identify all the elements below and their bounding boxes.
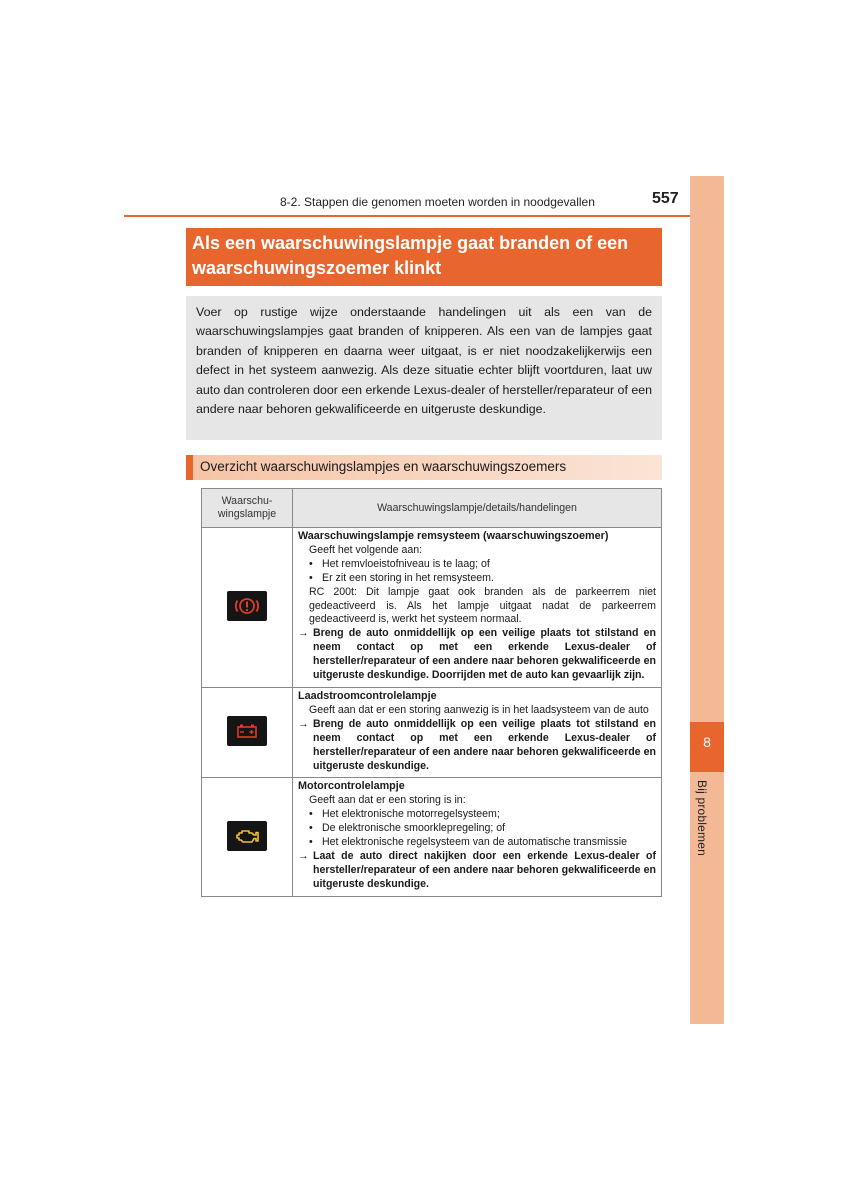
- table-row: [202, 687, 662, 777]
- entry-action: [298, 718, 656, 774]
- check-engine-icon: [227, 821, 267, 851]
- page-title-line2: waarschuwingszoemer klinkt: [192, 258, 442, 278]
- section-heading: Overzicht waarschuwingslampjes en waarschuwingszoemers: [186, 455, 662, 480]
- icon-cell: [202, 687, 293, 777]
- row-description: [293, 778, 662, 896]
- icon-cell: [202, 778, 293, 896]
- brake-warning-icon: [227, 591, 267, 621]
- entry-action-text: Breng de auto onmiddellijk op een veilige plaats tot stilstand en neem contact op met een erkende Lexus-dealer of hersteller/reparateur of een andere naar behoren gekwalificeerde en uitgeruste deskundige.: [313, 717, 656, 772]
- page-number: 557: [652, 190, 679, 207]
- list-item-text: Het elektronische regelsysteem van de automatische transmissie: [322, 836, 628, 849]
- list-item: • Het remvloeistofniveau is te laag; of: [309, 557, 490, 570]
- chapter-sidebar: [690, 176, 724, 1024]
- list-item: • Het elektronische regelsysteem van de automatische transmissie: [309, 836, 628, 849]
- page-title: [186, 228, 662, 286]
- entry-intro: Geeft het volgende aan:: [309, 543, 423, 556]
- list-item-text: Er zit een storing in het remsysteem.: [322, 571, 494, 584]
- running-header: 8-2. Stappen die genomen moeten worden in noodgevallen: [280, 195, 595, 209]
- entry-action-text: Laat de auto direct nakijken door een erkende Lexus-dealer of hersteller/reparateur of een andere naar behoren gekwalificeerde en uitgeruste deskundige.: [313, 849, 656, 890]
- intro-paragraph: Voer op rustige wijze onderstaande handelingen uit als een van de waarschuwingslampjes gaat branden of knipperen. Als een van de lampjes gaat branden of knipperen en daarna weer uitgaat, is er niet noodzakelijkerwijs een defect in het systeem aanwezig. Als deze situatie echter blijft voortduren, laat uw auto dan controleren door een erkende Lexus-dealer of hersteller/reparateur of een andere naar behoren gekwalificeerde en uitgeruste deskundige.: [186, 296, 662, 440]
- arrow-icon: →: [298, 849, 309, 862]
- page-title-line1: Als een waarschuwingslampje gaat branden of een: [192, 233, 629, 253]
- battery-charge-icon: [227, 716, 267, 746]
- entry-action: [298, 627, 656, 683]
- entry-title: Motorcontrolelampje: [298, 780, 405, 793]
- list-item-text: Het elektronische motorregelsysteem;: [322, 808, 500, 821]
- entry-action: [298, 850, 656, 892]
- list-item-text: Het remvloeistofniveau is te laag; of: [322, 557, 490, 570]
- list-item: • Er zit een storing in het remsysteem.: [309, 571, 494, 584]
- icon-cell: [202, 528, 293, 688]
- entry-title: Laadstroomcontrolelampje: [298, 689, 437, 702]
- col-header-lamp-line2: wingslampje: [217, 508, 277, 520]
- list-item-text: De elektronische smoorklepregeling; of: [322, 822, 506, 835]
- entry-action-text: Breng de auto onmiddellijk op een veilige plaats tot stilstand en neem contact op met een erkende Lexus-dealer of hersteller/reparateur of een andere naar behoren gekwalificeerde en uitgeruste deskundige. Doorrijden met de auto kan gevaarlijk zijn.: [313, 627, 656, 682]
- col-header-lamp: [202, 489, 293, 528]
- warning-lights-table: [201, 488, 662, 897]
- row-description: [293, 687, 662, 777]
- table-header-row: [202, 489, 662, 528]
- entry-intro: Geeft aan dat er een storing is in:: [309, 794, 466, 807]
- table-row: [202, 528, 662, 688]
- list-item: • Het elektronische motorregelsysteem;: [309, 808, 500, 821]
- arrow-icon: →: [298, 717, 309, 730]
- chapter-number-tab[interactable]: 8: [690, 722, 724, 772]
- entry-note: RC 200t: Dit lampje gaat ook branden als de parkeerrem niet gedeactiveerd is. Als het lampje uitgaat nadat de parkeerrem gedeactiveerd is, werkt het systeem normaal.: [309, 585, 656, 626]
- arrow-icon: →: [298, 627, 309, 640]
- entry-intro: Geeft aan dat er een storing aanwezig is in het laadsysteem van de auto: [309, 703, 649, 716]
- entry-title: Waarschuwingslampje remsysteem (waarschuwingszoemer): [298, 530, 609, 542]
- col-header-lamp-line1: Waarschu-: [221, 495, 273, 507]
- list-item: • De elektronische smoorklepregeling; of: [309, 822, 506, 835]
- col-header-details: Waarschuwingslampje/details/handelingen: [293, 489, 662, 528]
- table-row: [202, 778, 662, 896]
- chapter-label: Bij problemen: [695, 780, 709, 856]
- row-description: [293, 528, 662, 688]
- header-rule: [124, 215, 690, 217]
